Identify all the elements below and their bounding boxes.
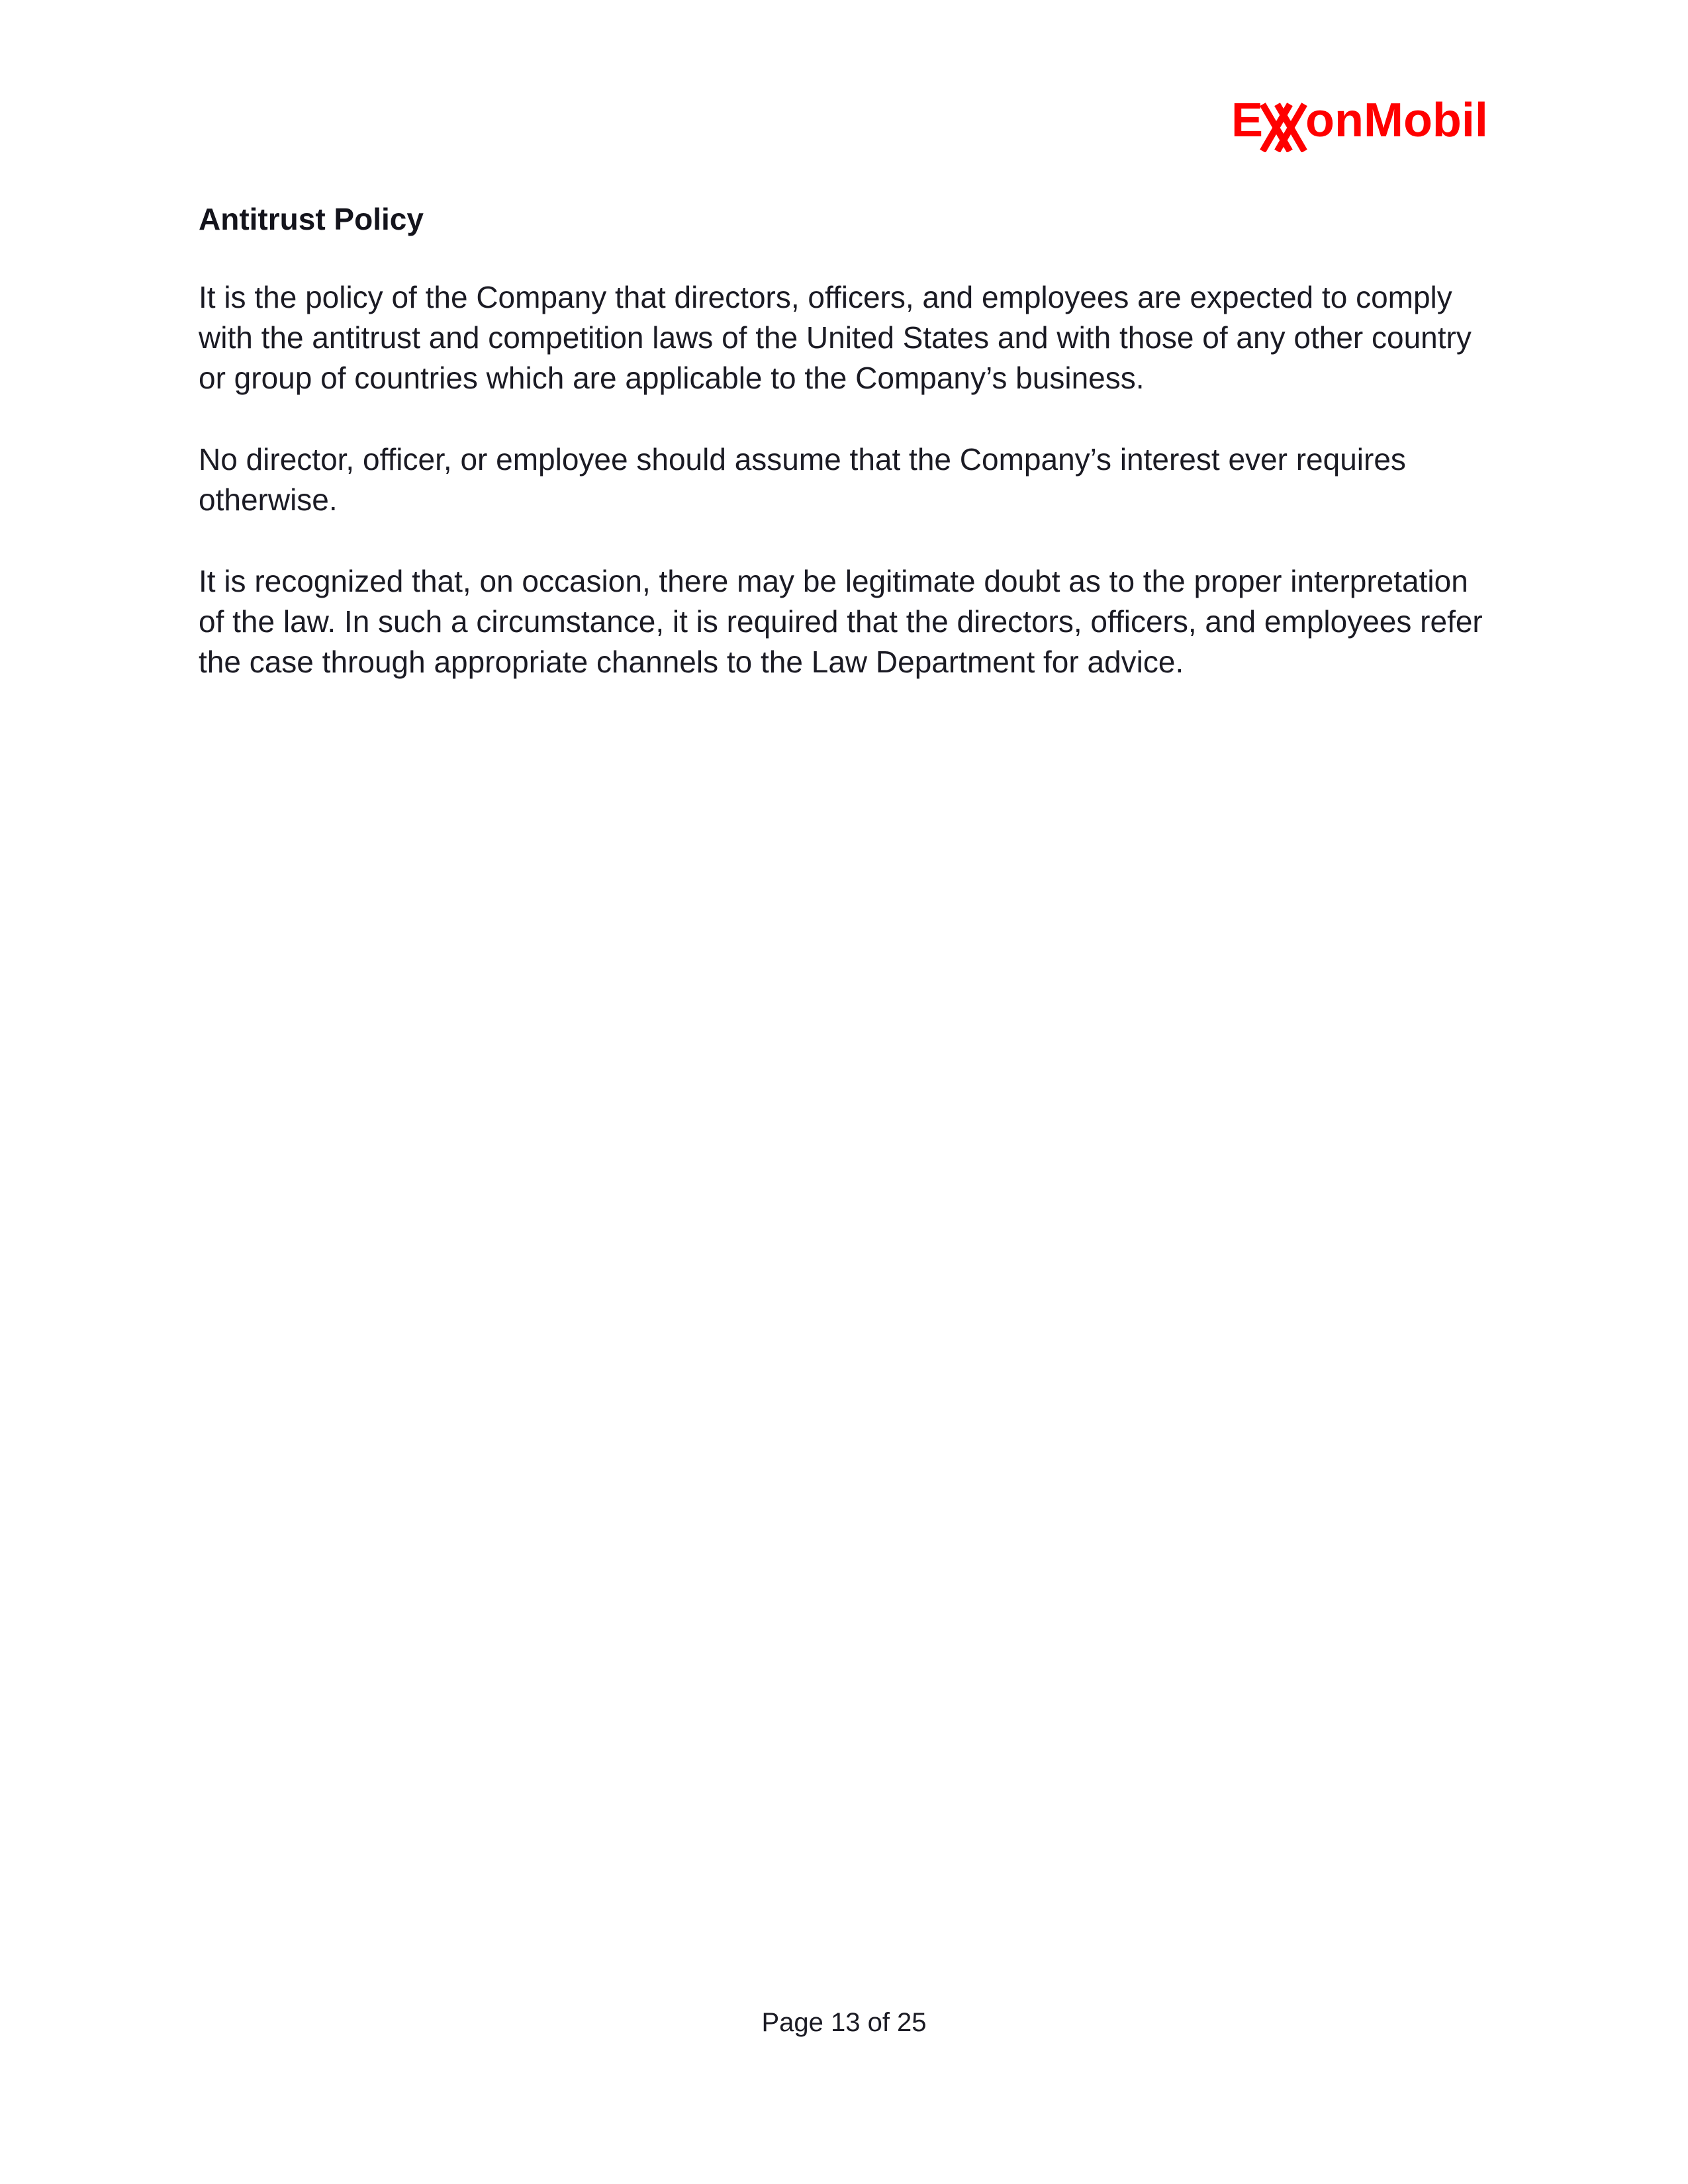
policy-paragraph: No director, officer, or employee should assume that the Company’s interest ever requires otherwise. xyxy=(199,442,1406,517)
policy-paragraph: It is recognized that, on occasion, there may be legitimate doubt as to the proper interpretation of the law. In such a circumstance, it is required that the directors, officers, and employees refer the case through appropriate channels to the Law Department for advice. xyxy=(199,564,1483,679)
page-number: Page 13 of 25 xyxy=(761,2008,927,2037)
svg-text:E: E xyxy=(1231,94,1264,147)
document-body xyxy=(199,199,1496,723)
exxonmobil-logo-mark xyxy=(1231,93,1496,152)
section-title: Antitrust Policy xyxy=(199,202,424,236)
exxonmobil-logo xyxy=(1231,93,1496,152)
policy-paragraph: It is the policy of the Company that directors, officers, and employees are expected to comply with the antitrust and competition laws of the United States and with those of any other country or group of countries which are applicable to the Company’s business. xyxy=(199,280,1472,395)
svg-text:onMobil: onMobil xyxy=(1305,94,1488,147)
